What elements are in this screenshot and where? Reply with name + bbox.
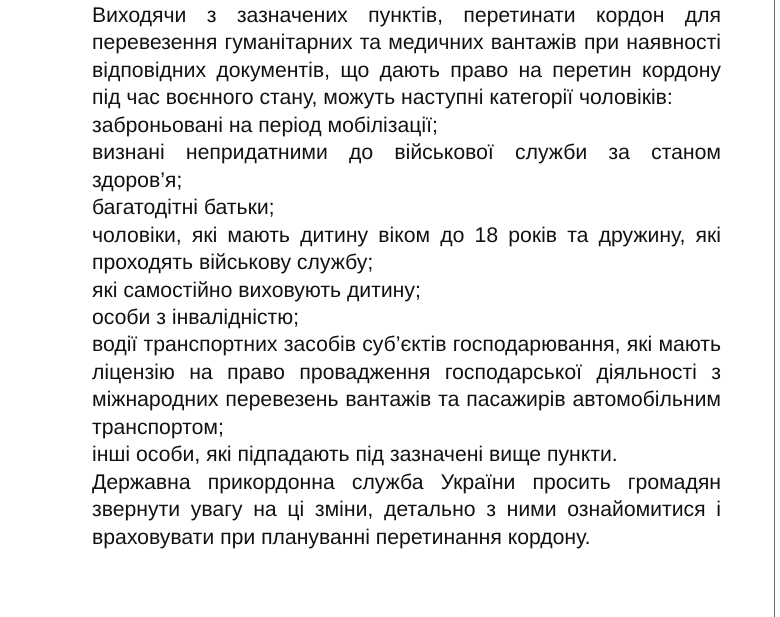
- list-item-reserved: заброньовані на період мобілізації;: [92, 113, 438, 137]
- list-item-disabled: особи з інвалідністю;: [92, 305, 299, 329]
- list-item-unfit: визнані непридатними до військової служби за станом здоров’я;: [92, 141, 721, 192]
- document-text: [92, 2, 721, 551]
- list-item-single-parents: які самостійно виховують дитину;: [92, 278, 421, 302]
- intro-paragraph: Виходячи з зазначених пунктів, перетинати кордон для перевезення гуманітарних та медичних вантажів при наявності відповідних документів, що дають право на перетин кордону під час воєнного стану, можуть наступні категорії чоловіків:: [92, 4, 721, 110]
- list-item-drivers: водії транспортних засобів суб’єктів господарювання, які мають ліцензію на право провадження господарської діяльності з міжнародних перевезень вантажів та пасажирів автомобільним транспортом;: [92, 333, 721, 439]
- list-item-military-wife: чоловіки, які мають дитину віком до 18 років та дружину, які проходять військову службу;: [92, 223, 721, 275]
- page-edge-divider: [774, 0, 775, 617]
- list-item-large-families: багатодітні батьки;: [92, 196, 275, 220]
- list-item-others: інші особи, які підпадають під зазначені вище пункти.: [92, 443, 618, 467]
- closing-paragraph: Державна прикордонна служба України просить громадян звернути увагу на ці зміни, детально з ними ознайомитися і враховувати при плануванні перетинання кордону.: [92, 470, 721, 549]
